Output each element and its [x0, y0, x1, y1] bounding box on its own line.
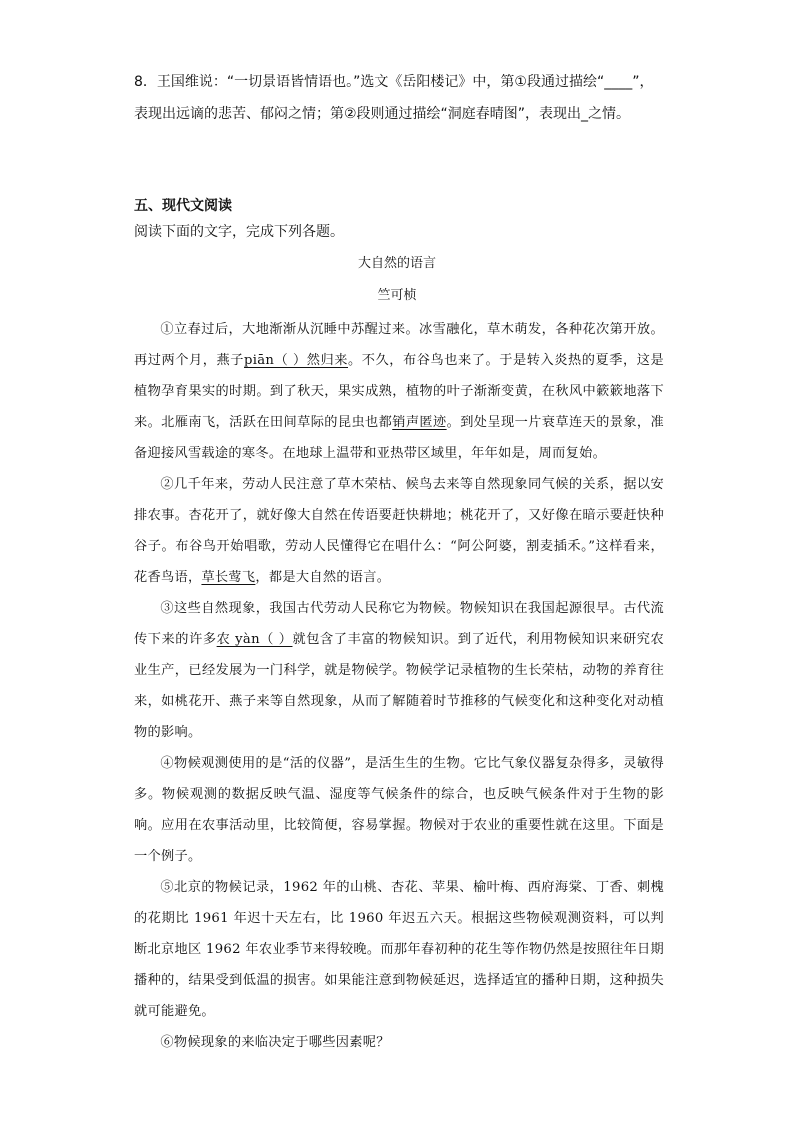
paragraph-2-text-b: ，都是大自然的语言。: [255, 570, 391, 585]
paragraph-3-text-b: 就包含了丰富的物候知识。到了近代，利用物候知识来研究农业生产，已经发展为一门科学，就是物候学。物候学记录植物的生长荣枯，动物的养育往来，如桃花开、燕子来等自然现象，从而了解随着时节推移的气候变化和这种变化对动植物的影响。: [134, 632, 664, 740]
article-author: 竺可桢: [377, 288, 417, 303]
underlined-phrase: 销声匿迹: [392, 415, 447, 430]
paragraph-2-text-a: ②几千年来，劳动人民注意了草木荣枯、候鸟去来等自然现象同气候的关系，据以安排农事。杏花开了，就好像大自然在传语要赶快耕地；桃花开了，又好像在暗示要赶快种谷子。布谷鸟开始唱歌，劳动人民懂得它在唱什么：“阿公阿婆，割麦插禾。”这样看来，花香鸟语，: [134, 477, 664, 585]
paragraph-3-text-a: ③这些自然现象，我国古代劳动人民称它为物候。物候知识在我国起源很早。古代流传下来的许多: [134, 601, 664, 647]
article-title: 大自然的语言: [357, 256, 436, 271]
paragraph-6: ⑥物候现象的来临决定于哪些因素呢？: [160, 1035, 390, 1050]
article-body: [134, 314, 664, 1058]
paragraph-1-text-b: 。不久，布谷鸟也来了。于是转入炎热的夏季，这是植物孕育果实的时期。到了秋天，果实成熟，植物的叶子渐渐变黄，在秋风中簌簌地落下来。北雁南飞，活跃在田间草际的昆虫也都: [134, 353, 664, 430]
paragraph-1-text-c: 。到处呈现一片衰草连天的景象，准备迎接风雪载途的寒冬。在地球上温带和亚热带区域里，年年如是，周而复始。: [134, 415, 664, 461]
question-8-line-2: 表现出远谪的悲苦、郁闷之情；第②段则通过描绘“洞庭春晴图”，表现出_之情。: [134, 106, 631, 122]
underlined-phrase: piān（ ）然归来: [244, 353, 348, 368]
section-instruction: 阅读下面的文字，完成下列各题。: [134, 224, 344, 240]
paragraph-3: [134, 593, 664, 748]
paragraph-2: [134, 469, 664, 593]
section-title: 五、现代文阅读: [134, 198, 232, 214]
underlined-phrase: 农 yàn（ ）: [216, 632, 293, 647]
paragraph-5: ⑤北京的物候记录，1962 年的山桃、杏花、苹果、榆叶梅、西府海棠、丁香、刺槐的花期比 1961 年迟十天左右，比 1960 年迟五六天。根据这些物候观测资料，可以判断北京地区 1962 年农业季节来得较晚。而那年春初种的花生等作物仍然是按照往年日期播种的，结果受到低温的损害。如果能注意到物候延迟，选择适宜的播种日期，这种损失就可能避免。: [134, 880, 664, 1019]
underlined-phrase: 草长莺飞: [201, 570, 256, 585]
question-8: [134, 66, 694, 130]
paragraph-1: [134, 314, 664, 469]
question-8-line-1: 8．王国维说：“一切景语皆情语也。”选文《岳阳楼记》中，第①段通过描绘“____”，: [134, 74, 654, 90]
paragraph-1-text-a: ①立春过后，大地渐渐从沉睡中苏醒过来。冰雪融化，草木萌发，各种花次第开放。再过两个月，燕子: [134, 322, 664, 368]
paragraph-4: ④物候观测使用的是“活的仪器”，是活生生的生物。它比气象仪器复杂得多，灵敏得多。物候观测的数据反映气温、湿度等气候条件的综合，也反映气候条件对于生物的影响。应用在农事活动里，比较简便，容易掌握。物候对于农业的重要性就在这里。下面是一个例子。: [134, 756, 664, 864]
